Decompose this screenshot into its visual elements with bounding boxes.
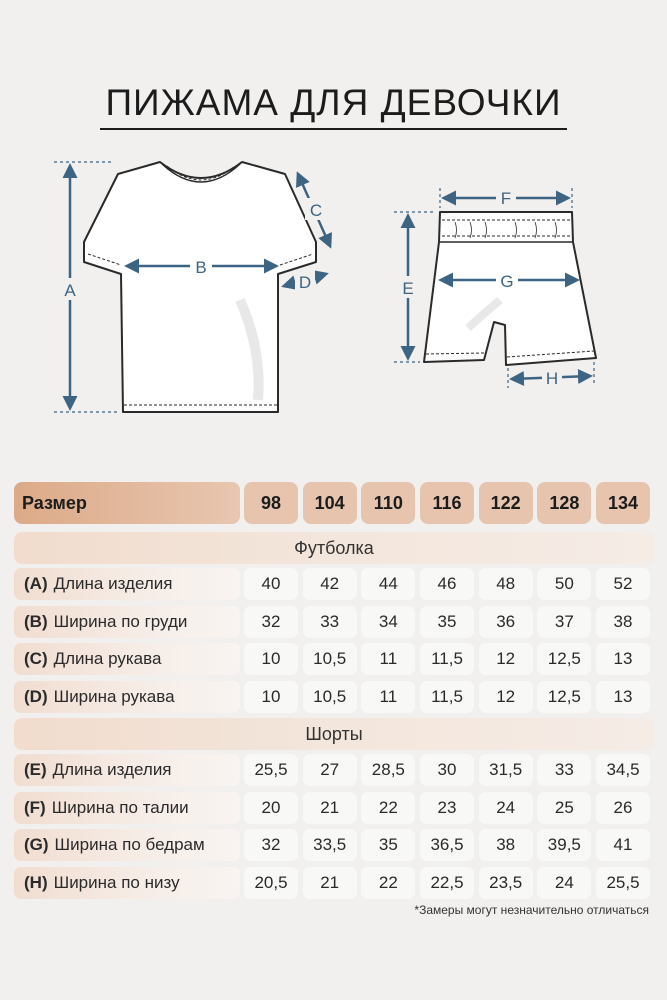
measure-f-label: F xyxy=(500,189,512,208)
measure-c-label: C xyxy=(309,201,323,220)
value-cell: 41 xyxy=(596,829,650,861)
header-size-cell: 122 xyxy=(479,482,533,524)
value-cell: 32 xyxy=(244,606,298,638)
value-cell: 38 xyxy=(596,606,650,638)
value-cell: 11 xyxy=(361,643,415,675)
footnote: *Замеры могут незначительно отличаться xyxy=(414,903,649,917)
header-size-cell: 128 xyxy=(537,482,591,524)
value-cell: 36 xyxy=(479,606,533,638)
value-cell: 13 xyxy=(596,681,650,713)
header-size-cell: 104 xyxy=(303,482,357,524)
row-label xyxy=(14,792,240,824)
page-title: ПИЖАМА ДЛЯ ДЕВОЧКИ xyxy=(105,82,562,123)
row-label-text: Ширина по бедрам xyxy=(54,835,205,854)
value-cell: 38 xyxy=(479,829,533,861)
value-cell: 27 xyxy=(303,754,357,786)
value-cell: 22,5 xyxy=(420,867,474,899)
value-cell: 10 xyxy=(244,643,298,675)
measure-h-label: H xyxy=(545,369,559,388)
measure-a-label: A xyxy=(64,281,76,300)
value-cell: 35 xyxy=(420,606,474,638)
value-cell: 36,5 xyxy=(420,829,474,861)
value-cell: 20 xyxy=(244,792,298,824)
value-cell: 20,5 xyxy=(244,867,298,899)
row-label-text: Ширина по груди xyxy=(53,611,188,631)
row-label-text: Длина рукава xyxy=(53,649,162,668)
row-code: (G) xyxy=(24,835,49,854)
row-label-text: Длина изделия xyxy=(53,574,173,593)
value-cell: 31,5 xyxy=(479,754,533,786)
value-cell: 48 xyxy=(479,568,533,600)
value-cell: 28,5 xyxy=(361,754,415,786)
value-cell: 26 xyxy=(596,792,650,824)
row-label xyxy=(14,829,240,861)
value-cell: 33 xyxy=(537,754,591,786)
value-cell: 13 xyxy=(596,643,650,675)
row-label xyxy=(14,643,240,675)
value-cell: 33 xyxy=(303,606,357,638)
value-cell: 50 xyxy=(537,568,591,600)
row-label xyxy=(14,754,240,786)
measure-d-label: D xyxy=(298,273,312,292)
measure-b-label: B xyxy=(195,258,207,277)
row-code: (B) xyxy=(24,611,48,631)
value-cell: 11 xyxy=(361,681,415,713)
value-cell: 12 xyxy=(479,643,533,675)
value-cell: 30 xyxy=(420,754,474,786)
row-code: (C) xyxy=(24,649,48,668)
measure-g-label: G xyxy=(500,272,514,291)
value-cell: 25,5 xyxy=(596,867,650,899)
row-label-text: Ширина по талии xyxy=(51,797,189,817)
row-code: (A) xyxy=(24,574,48,593)
measure-e-label: E xyxy=(402,279,414,298)
measure-h xyxy=(508,362,594,388)
value-cell: 40 xyxy=(244,568,298,600)
value-cell: 24 xyxy=(537,867,591,899)
value-cell: 10,5 xyxy=(303,681,357,713)
section-header: Шорты xyxy=(14,718,654,750)
value-cell: 39,5 xyxy=(537,829,591,861)
row-label xyxy=(14,568,240,600)
value-cell: 37 xyxy=(537,606,591,638)
value-cell: 21 xyxy=(303,867,357,899)
row-label xyxy=(14,681,240,713)
value-cell: 22 xyxy=(361,792,415,824)
value-cell: 12,5 xyxy=(537,681,591,713)
section-header: Футболка xyxy=(14,532,654,564)
value-cell: 25 xyxy=(537,792,591,824)
value-cell: 10,5 xyxy=(303,643,357,675)
value-cell: 44 xyxy=(361,568,415,600)
row-label-text: Ширина по низу xyxy=(53,872,180,892)
value-cell: 23 xyxy=(420,792,474,824)
value-cell: 23,5 xyxy=(479,867,533,899)
tshirt-illustration xyxy=(84,162,316,412)
measure-d xyxy=(284,270,326,292)
value-cell: 12 xyxy=(479,681,533,713)
header-size-cell: 98 xyxy=(244,482,298,524)
value-cell: 11,5 xyxy=(420,681,474,713)
value-cell: 34,5 xyxy=(596,754,650,786)
value-cell: 34 xyxy=(361,606,415,638)
row-code: (F) xyxy=(24,797,46,817)
header-size-cell: 116 xyxy=(420,482,474,524)
value-cell: 12,5 xyxy=(537,643,591,675)
value-cell: 11,5 xyxy=(420,643,474,675)
row-label xyxy=(14,867,240,899)
value-cell: 21 xyxy=(303,792,357,824)
header-size-cell: 110 xyxy=(361,482,415,524)
value-cell: 10 xyxy=(244,681,298,713)
value-cell: 42 xyxy=(303,568,357,600)
row-code: (D) xyxy=(24,686,48,706)
row-label-text: Ширина рукава xyxy=(53,686,175,706)
value-cell: 22 xyxy=(361,867,415,899)
title-underline xyxy=(100,128,567,130)
row-code: (E) xyxy=(24,760,47,779)
row-label xyxy=(14,606,240,638)
value-cell: 35 xyxy=(361,829,415,861)
row-code: (H) xyxy=(24,872,48,892)
value-cell: 32 xyxy=(244,829,298,861)
garment-diagram xyxy=(0,150,667,430)
value-cell: 25,5 xyxy=(244,754,298,786)
measure-f xyxy=(440,186,572,208)
value-cell: 33,5 xyxy=(303,829,357,861)
value-cell: 46 xyxy=(420,568,474,600)
header-size-label: Размер xyxy=(14,482,240,524)
value-cell: 24 xyxy=(479,792,533,824)
value-cell: 52 xyxy=(596,568,650,600)
row-label-text: Длина изделия xyxy=(52,760,172,779)
header-size-cell: 134 xyxy=(596,482,650,524)
